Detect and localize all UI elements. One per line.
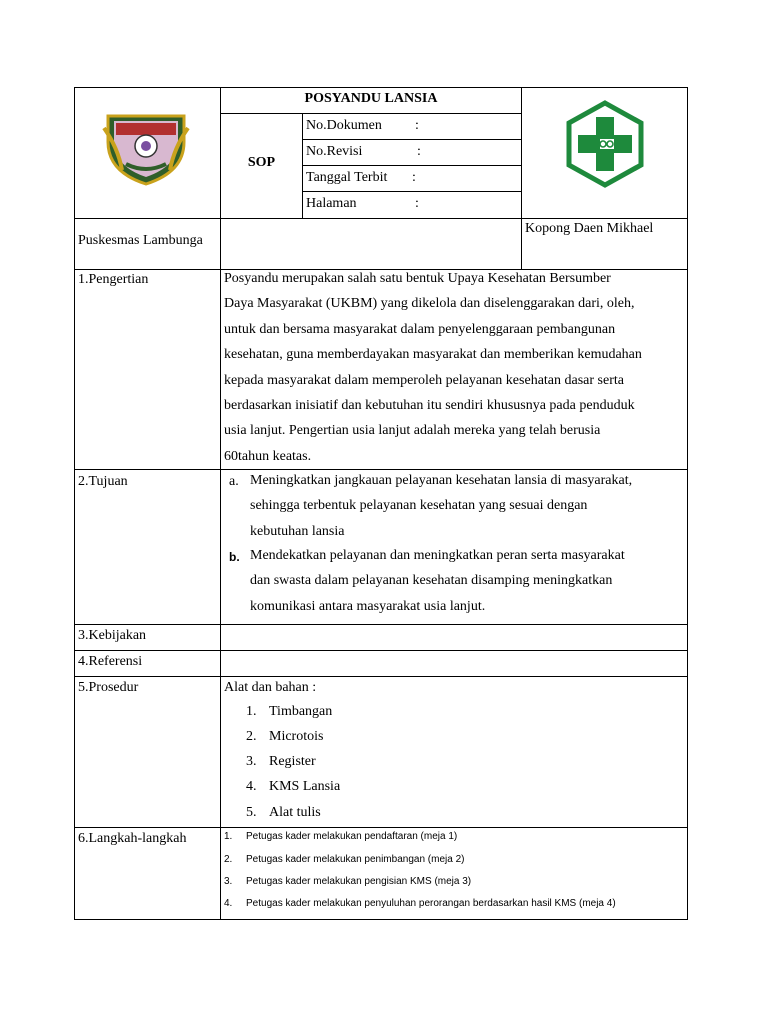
field-colon-tanggal-terbit: : xyxy=(412,170,416,185)
tujuan-marker-a: a. xyxy=(229,474,239,489)
sop-label: SOP xyxy=(247,155,276,170)
section-label-langkah: 6.Langkah-langkah xyxy=(78,831,187,846)
field-colon-no-dokumen: : xyxy=(415,118,419,133)
document-title: POSYANDU LANSIA xyxy=(304,91,438,106)
prosedur-item-text: Microtois xyxy=(269,729,324,744)
tujuan-line: Mendekatkan pelayanan dan meningkatkan peran serta masyarakat xyxy=(250,548,625,563)
kebijakan-row xyxy=(74,624,688,651)
pengertian-line: kesehatan, guna memberdayakan masyarakat dan memberikan kemudahan xyxy=(224,347,642,363)
pengertian-line: Daya Masyarakat (UKBM) yang dikelola dan diselenggarakan dari, oleh, xyxy=(224,296,635,312)
langkah-item-num: 4. xyxy=(224,898,233,909)
regency-crest-icon xyxy=(100,173,192,190)
langkah-item-text: Petugas kader melakukan pengisian KMS (meja 3) xyxy=(246,876,472,887)
field-colon-halaman: : xyxy=(415,196,419,211)
pengertian-paragraph xyxy=(224,266,686,469)
prosedur-item-text: Register xyxy=(269,754,316,769)
section-label-tujuan: 2.Tujuan xyxy=(78,474,128,489)
tujuan-line: sehingga terbentuk pelayanan kesehatan yang sesuai dengan xyxy=(250,498,588,514)
prosedur-item-num: 4. xyxy=(246,779,257,794)
tujuan-item-b xyxy=(250,543,686,619)
section-label-prosedur: 5.Prosedur xyxy=(78,680,139,695)
prosedur-row xyxy=(74,676,688,828)
langkah-item-text: Petugas kader melakukan penimbangan (meja 2) xyxy=(246,854,465,865)
blank-middle-cell xyxy=(220,218,522,270)
field-label-tanggal-terbit: Tanggal Terbit xyxy=(306,170,388,185)
prosedur-item-text: KMS Lansia xyxy=(269,779,341,794)
right-logo xyxy=(564,99,646,189)
pengertian-line: untuk dan bersama masyarakat dalam penyelenggaraan pembangunan xyxy=(224,321,616,337)
field-label-no-revisi: No.Revisi xyxy=(306,144,363,159)
pengertian-line: berdasarkan inisiatif dan kebutuhan itu sendiri khususnya pada penduduk xyxy=(224,398,635,414)
field-label-halaman: Halaman xyxy=(306,196,357,211)
section-label-referensi: 4.Referensi xyxy=(78,654,143,669)
prosedur-item-num: 5. xyxy=(246,805,257,820)
signatory-name: Kopong Daen Mikhael xyxy=(525,221,654,236)
prosedur-item-text: Alat tulis xyxy=(269,805,321,820)
institution-name: Puskesmas Lambunga xyxy=(78,233,203,248)
label-column-divider xyxy=(220,269,221,920)
left-logo xyxy=(100,108,192,186)
langkah-item-num: 2. xyxy=(224,854,233,865)
prosedur-item-num: 2. xyxy=(246,729,257,744)
langkah-item-num: 1. xyxy=(224,831,233,842)
field-colon-no-revisi: : xyxy=(417,144,421,159)
tujuan-line: komunikasi antara masyarakat usia lanjut. xyxy=(250,598,486,614)
prosedur-item-num: 3. xyxy=(246,754,257,769)
section-label-kebijakan: 3.Kebijakan xyxy=(78,628,147,643)
langkah-item-text: Petugas kader melakukan penyuluhan perorangan berdasarkan hasil KMS (meja 4) xyxy=(246,898,616,909)
tujuan-marker-b: b. xyxy=(229,550,240,564)
pengertian-line: Posyandu merupakan salah satu bentuk Upaya Kesehatan Bersumber xyxy=(224,271,611,286)
field-label-no-dokumen: No.Dokumen xyxy=(306,118,382,133)
tujuan-line: dan swasta dalam pelayanan kesehatan disamping meningkatkan xyxy=(250,573,613,589)
tujuan-line: kebutuhan lansia xyxy=(250,523,345,539)
referensi-row xyxy=(74,650,688,677)
langkah-item-text: Petugas kader melakukan pendaftaran (meja 1) xyxy=(246,831,458,842)
prosedur-item-text: Timbangan xyxy=(269,704,333,719)
prosedur-item-num: 1. xyxy=(246,704,257,719)
section-label-pengertian: 1.Pengertian xyxy=(78,272,149,287)
prosedur-intro: Alat dan bahan : xyxy=(224,680,317,695)
puskesmas-cross-icon xyxy=(564,176,646,193)
tujuan-item-a xyxy=(250,468,686,544)
pengertian-line: usia lanjut. Pengertian usia lanjut adalah mereka yang telah berusia xyxy=(224,423,601,439)
langkah-item-num: 3. xyxy=(224,876,233,887)
pengertian-line: 60tahun keatas. xyxy=(224,448,312,464)
tujuan-line: Meningkatkan jangkauan pelayanan kesehatan lansia di masyarakat, xyxy=(250,473,633,488)
pengertian-line: kepada masyarakat dalam memperoleh pelayanan kesehatan dasar serta xyxy=(224,372,624,388)
